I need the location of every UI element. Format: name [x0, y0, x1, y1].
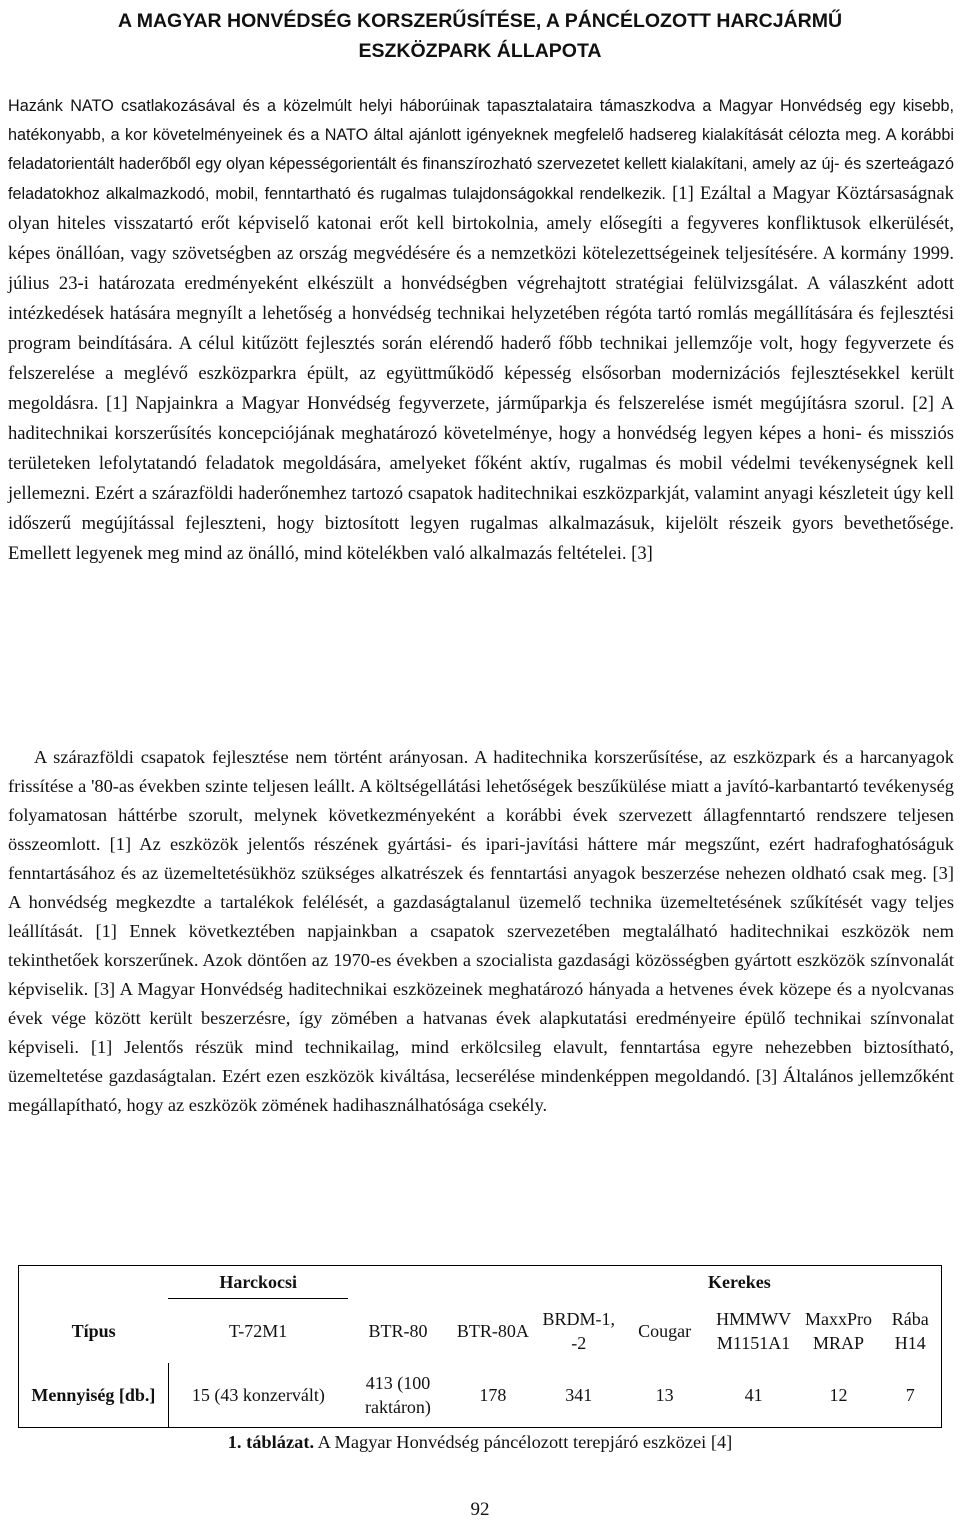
table-cell-quantity: 13	[620, 1363, 710, 1428]
paragraph-1-sans-part: Hazánk NATO csatlakozásával és a közelmúlt helyi háborúinak tapasztalataira támaszkodva a Magyar Honvédség egy kisebb, hatékonyabb, a kor követelményeinek és a NATO által ajánlott igényeknek megfelelő hadsereg kialakítását célozta meg. A korábbi feladatorientált haderőből egy olyan képességorientált és finanszírozható szervezetet kellett kialakítani, amely az új- és szerteágazó feladatokhoz alkalmazkodó, mobil, fenntartható és rugalmas tulajdonságokkal rendelkezik.	[8, 97, 954, 203]
table-group-kerekes: Kerekes	[538, 1266, 942, 1299]
table-row-types	[19, 1299, 942, 1364]
table-cell-empty	[348, 1266, 448, 1299]
table-caption	[0, 1428, 960, 1456]
title-line-2: ESZKÖZPARK ÁLLAPOTA	[358, 40, 602, 62]
vehicle-table	[18, 1265, 942, 1428]
table-cell-empty	[448, 1266, 538, 1299]
paragraph-1	[8, 92, 954, 569]
table-cell-type: T-72M1	[228, 1321, 288, 1341]
table-caption-label: 1. táblázat.	[227, 1432, 315, 1452]
table-cell-type: Rába H14	[880, 1299, 942, 1364]
paragraph-1-serif-part: [1] Ezáltal a Magyar Köztársaságnak olyan hiteles visszatartó erőt képviselő katonai erőt kell birtokolnia, amely elősegíti a fegyveres konfliktusok elkerülését, képes önállóan, vagy szövetségben az ország megvédésére és a nemzetközi kötelezettségeinek teljesítésére. A kormány 1999. július 23-i határozata eredményeként elkészült a honvédségben végrehajtott stratégiai felülvizsgálat. A válaszként adott intézkedések hatására megnyílt a lehetőség a honvédség technikai helyzetében régóta tartó romlás megállítására és fejlesztési program beindítására. A célul kitűzött fejlesztés során elérendő haderő főbb technikai jellemzője volt, hogy fegyverzete és felszerelése a meglévő eszközparkra épült, az együttműködő képesség elsősorban modernizációs fejlesztésekkel került megoldásra. [1] Napjainkra a Magyar Honvédség fegyverzete, járműparkja és felszerelése ismét megújításra szorul. [2] A haditechnikai korszerűsítés koncepciójának meghatározó követelménye, hogy a honvédség legyen képes a honi- és missziós területeken lefolytatandó feladatok megoldására, amelyeket főként aktív, rugalmas és mobil védelmi tevékenységnek kell jellemezni. Ezért a szárazföldi haderőnemhez tartozó csapatok haditechnikai eszközparkját, valamint anyagi készleteit úgy kell időszerű megújítással fejleszteni, hogy biztosított legyen rugalmas alkalmazásuk, kijelölt részeik gyors bevethetősége. Emellett legyenek meg mind az önálló, mind kötelékben való alkalmazás feltételei. [3]	[8, 183, 954, 564]
table-cell-type: HMMWV M1151A1	[716, 1308, 792, 1353]
table-cell-type: BRDM-1, -2	[542, 1308, 615, 1353]
table-cell-quantity: 341	[538, 1363, 620, 1428]
page-number: 92	[470, 1499, 490, 1520]
table-cell-quantity: 178	[448, 1363, 538, 1428]
table-cell-quantity: 41	[710, 1363, 798, 1428]
table-row-groups	[19, 1266, 942, 1299]
table-caption-text: A Magyar Honvédség páncélozott terepjáró eszközei [4]	[314, 1432, 733, 1452]
paragraph-2: A szárazföldi csapatok fejlesztése nem történt arányosan. A haditechnika korszerűsítése, az eszközpark és a harcanyagok frissítése a '80-as években szinte teljesen leállt. A költségellátási lehetőségek beszűkülése miatt a javító-karbantartó tevékenység folyamatosan háttérbe szorult, melynek következményeként a korábbi évek szervezett állagfenntartó rendszere teljesen összeomlott. [1] Az eszközök jelentős részének gyártási- és ipari-javítási háttere már megszűnt, ezért hadrafoghatóságuk fenntartásához és az üzemeltetésükhöz szükséges alkatrészek és fenntartási anyagok beszerzése nehezen oldható csak meg. [3] A honvédség megkezdte a tartalékok felélését, a gazdaságtalanul üzemelő technika üzemeltetésének szűkítését vagy teljes leállítását. [1] Ennek következtében napjainkban a csapatok szervezetében megtalálható haditechnikai eszközök nem tekinthetőek korszerűnek. Azok döntően az 1970-es években a szocialista gazdasági közösségben gyártott eszközök színvonalát képviselik. [3] A Magyar Honvédség haditechnikai eszközeinek meghatározó hányada a hetvenes évek közepe és a nyolcvanas évek vége között került beszerzésre, így zömében a hatvanas évek alapkutatási eredményeire épülő technikai színvonalat képviseli. [1] Jelentős részük mind technikailag, mind erkölcsileg elavult, fenntartása egyre nehezebben biztosítható, üzemeltetése gazdaságtalan. Ezért ezen eszközök kiváltása, lecserélése mindenképpen megoldandó. [3] Általános jellemzőként megállapítható, hogy az eszközök zömének hadihasználhatósága csekély.	[8, 747, 954, 1115]
table-cell-quantity: 7	[880, 1363, 942, 1428]
table-cell-quantity: 15 (43 konzervált)	[168, 1363, 348, 1428]
title-line-1: A MAGYAR HONVÉDSÉG KORSZERŰSÍTÉSE, A PÁNCÉLOZOTT HARCJÁRMŰ	[117, 10, 843, 32]
table-cell-quantity: 413 (100 raktáron)	[348, 1363, 448, 1428]
table-cell-type: BTR-80A	[456, 1320, 529, 1341]
table-cell-type: Cougar	[638, 1320, 692, 1341]
table-row-label-mennyiseg: Mennyiség [db.]	[19, 1363, 169, 1428]
table-row-label-tipus: Típus	[19, 1299, 169, 1364]
table-cell-quantity: 12	[798, 1363, 880, 1428]
table-group-harckocsi: Harckocsi	[168, 1266, 348, 1299]
table-cell-type: MaxxPro MRAP	[805, 1308, 873, 1353]
page-title	[0, 6, 960, 66]
table-cell-empty	[19, 1266, 169, 1299]
table-row-quantities	[19, 1363, 942, 1428]
table-cell-type: BTR-80	[368, 1320, 428, 1341]
